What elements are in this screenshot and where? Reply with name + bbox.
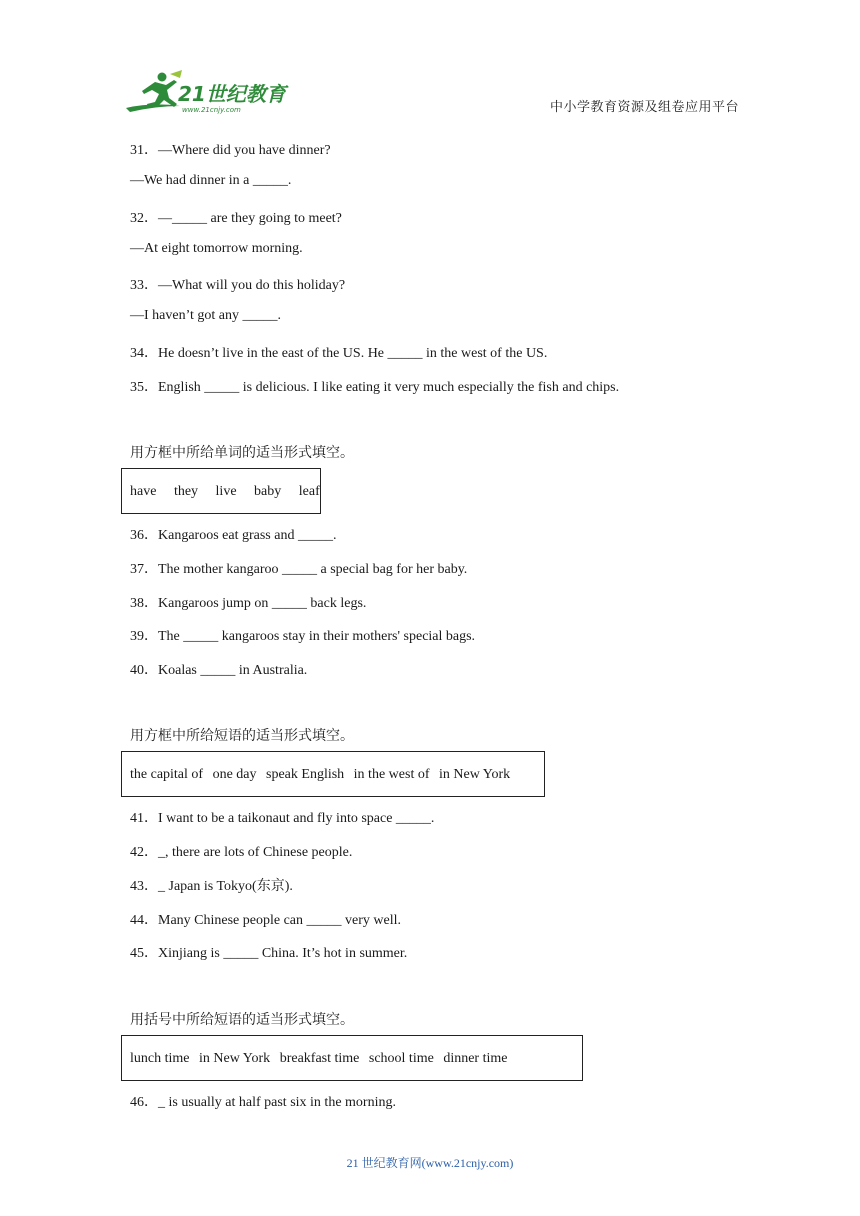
question-40: 40．Koalas _____ in Australia. [130,663,308,678]
question-41: 41．I want to be a taikonaut and fly into space _____. [130,811,435,826]
word-have: have [130,484,157,499]
word-box-1 [121,468,321,514]
question-43: 43．_ Japan is Tokyo(东京). [130,879,293,894]
phrase-in-new-york: in New York [199,1051,271,1066]
question-35: 35．English _____ is delicious. I like eating it very much especially the fish and chips. [130,380,620,395]
word-leaf: leaf [298,484,320,499]
logo-text: 21世纪教育 [178,82,286,106]
word-box-3 [121,1035,583,1081]
question-36: 36．Kangaroos eat grass and _____. [130,528,337,543]
page-header [0,0,860,130]
question-34: 34．He doesn’t live in the east of the US. He _____ in the west of the US. [130,346,548,361]
answer-31: —We had dinner in a _____. [130,173,292,188]
page-footer: 21 世纪教育网(www.21cnjy.com) [346,1156,514,1170]
question-31: 31．—Where did you have dinner? [130,143,331,158]
question-39: 39．The _____ kangaroos stay in their mothers' special bags. [130,629,476,644]
word-they: they [173,484,199,499]
section2-title: 用方框中所给短语的适当形式填空。 [130,728,354,744]
phrase-the-capital-of: the capital of [130,767,204,782]
phrase-dinner-time: dinner time [443,1051,508,1066]
phrase-speak-english: speak English [266,767,345,782]
answer-33: —I haven’t got any _____. [130,308,281,323]
question-37: 37．The mother kangaroo _____ a special bag for her baby. [130,562,468,577]
question-32: 32．—_____ are they going to meet? [130,211,342,226]
header-platform-text: 中小学教育资源及组卷应用平台 [550,100,740,115]
word-live: live [215,484,237,499]
question-38: 38．Kangaroos jump on _____ back legs. [130,596,367,611]
question-33: 33．—What will you do this holiday? [130,278,346,293]
phrase-in-new-york: in New York [439,767,511,782]
question-44: 44．Many Chinese people can _____ very well. [130,913,401,928]
phrase-lunch-time: lunch time [130,1051,190,1066]
word-baby: baby [254,484,282,499]
phrase-breakfast-time: breakfast time [279,1051,360,1066]
section1-title: 用方框中所给单词的适当形式填空。 [130,445,354,461]
logo-url: www.21cnjy.com [182,106,241,114]
phrase-one-day: one day [212,767,257,782]
phrase-school-time: school time [368,1051,434,1066]
word-box-2 [121,751,545,797]
answer-32: —At eight tomorrow morning. [130,241,303,256]
question-46: 46．_ is usually at half past six in the morning. [130,1095,396,1110]
logo-21cnjy [122,68,292,118]
question-42: 42．_, there are lots of Chinese people. [130,845,353,860]
section3-title: 用括号中所给短语的适当形式填空。 [130,1012,354,1028]
question-45: 45．Xinjiang is _____ China. It’s hot in summer. [130,946,408,961]
phrase-in-the-west-of: in the west of [353,767,430,782]
